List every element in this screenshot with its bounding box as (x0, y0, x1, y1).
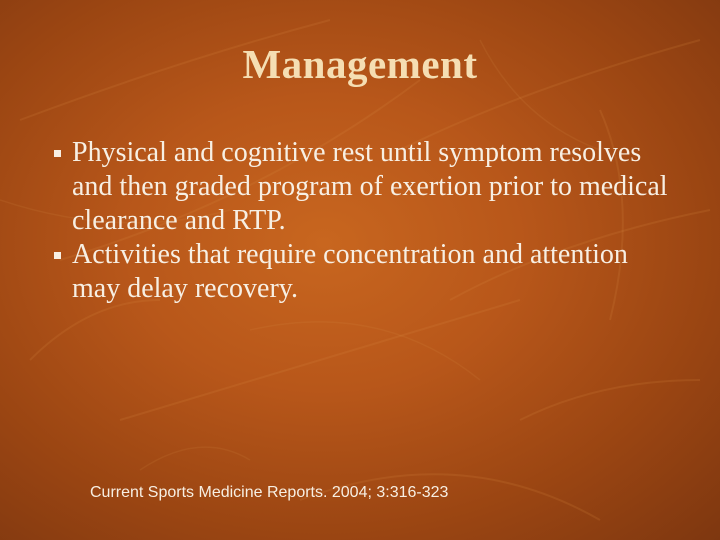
bullet-list (54, 136, 674, 306)
bullet-text: Activities that require concentration and attention may delay recovery. (72, 239, 628, 304)
square-bullet-icon (54, 252, 61, 259)
bullet-item (54, 136, 674, 238)
square-bullet-icon (54, 150, 61, 157)
bullet-text: Physical and cognitive rest until symptom resolves and then graded program of exertion prior to medical clearance and RTP. (72, 137, 668, 236)
bullet-item (54, 238, 674, 306)
slide-title: Management (242, 41, 478, 87)
citation: Current Sports Medicine Reports. 2004; 3:316-323 (90, 484, 449, 501)
